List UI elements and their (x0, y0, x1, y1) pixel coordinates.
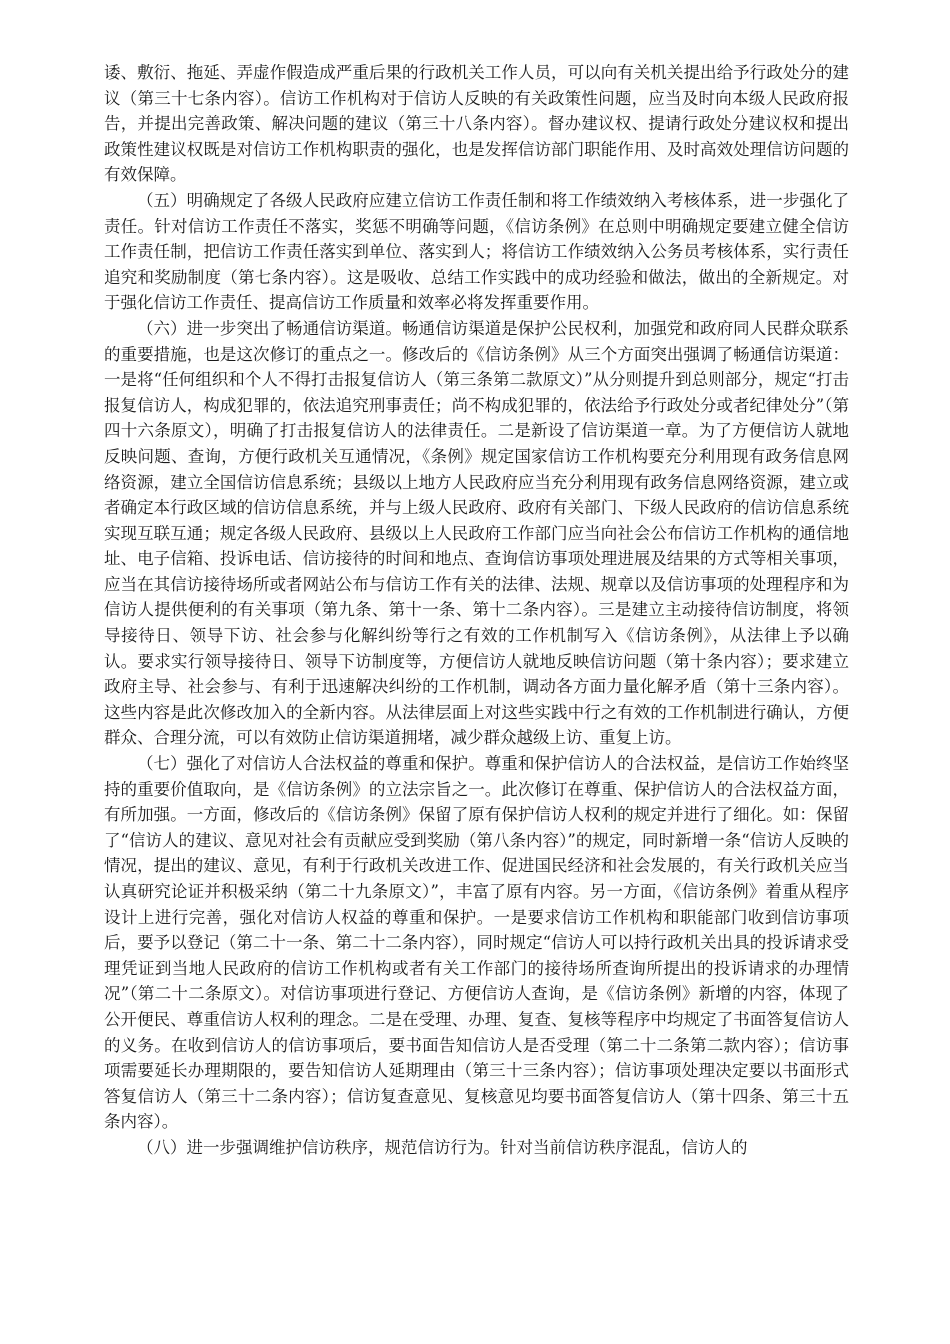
paragraph-section-5: （五）明确规定了各级人民政府应建立信访工作责任制和将工作绩效纳入考核体系，进一步强化了责任。针对信访工作责任不落实，奖惩不明确等问题，《信访条例》在总则中明确规定要建立健全信访工作责任制，把信访工作责任落实到单位、落实到人；将信访工作绩效纳入公务员考核体系，实行责任追究和奖励制度（第七条内容）。这是吸收、总结工作实践中的成功经验和做法，做出的全新规定。对于强化信访工作责任、提高信访工作质量和效率必将发挥重要作用。 (104, 190, 849, 313)
paragraph-section-7: （七）强化了对信访人合法权益的尊重和保护。尊重和保护信访人的合法权益，是信访工作始终坚持的重要价值取向，是《信访条例》的立法宗旨之一。此次修订在尊重、保护信访人的合法权益方面，有所加强。一方面，修改后的《信访条例》保留了原有保护信访人权利的规定并进行了细化。如：保留了“信访人的建议、意见对社会有贡献应受到奖励（第八条内容）”的规定，同时新增一条“信访人反映的情况，提出的建议、意见，有利于行政机关改进工作、促进国民经济和社会发展的，有关行政机关应当认真研究论证并积极采纳（第二十九条原文）”，丰富了原有内容。另一方面，《信访条例》着重从程序设计上进行完善，强化对信访人权益的尊重和保护。一是要求信访工作机构和职能部门收到信访事项后，要予以登记（第二十一条、第二十二条内容），同时规定“信访人可以持行政机关出具的投诉请求受理凭证到当地人民政府的信访工作机构或者有关工作部门的接待场所查询所提出的投诉请求的办理情况”（第二十二条原文）。对信访事项进行登记、方便信访人查询，是《信访条例》新增的内容，体现了公开便民、尊重信访人权利的理念。二是在受理、办理、复查、复核等程序中均规定了书面答复信访人的义务。在收到信访人的信访事项后，要书面告知信访人是否受理（第二十二条第二款内容）；信访事项需要延长办理期限的，要告知信访人延期理由（第三十三条内容）；信访事项处理决定要以书面形式答复信访人（第三十二条内容）；信访复查意见、复核意见均要书面答复信访人（第十四条、第三十五条内容）。 (104, 754, 849, 1132)
paragraph-continuation: 诿、敷衍、拖延、弄虚作假造成严重后果的行政机关工作人员，可以向有关机关提出给予行政处分的建议（第三十七条内容）。信访工作机构对于信访人反映的有关政策性问题，应当及时向本级人民政府报告，并提出完善政策、解决问题的建议（第三十八条内容）。督办建议权、提请行政处分建议权和提出政策性建议权既是对信访工作机构职责的强化，也是发挥信访部门职能作用、及时高效处理信访问题的有效保障。 (104, 63, 849, 185)
document-page (104, 60, 849, 1161)
paragraph-section-8: （八）进一步强调维护信访秩序，规范信访行为。针对当前信访秩序混乱，信访人的 (137, 1137, 748, 1157)
paragraph-section-6: （六）进一步突出了畅通信访渠道。畅通信访渠道是保护公民权利，加强党和政府同人民群众联系的重要措施，也是这次修订的重点之一。修改后的《信访条例》从三个方面突出强调了畅通信访渠道：一是将“任何组织和个人不得打击报复信访人（第三条第二款原文）”从分则提升到总则部分，规定“打击报复信访人，构成犯罪的，依法追究刑事责任；尚不构成犯罪的，依法给予行政处分或者纪律处分”（第四十六条原文），明确了打击报复信访人的法律责任。二是新设了信访渠道一章。为了方便信访人就地反映问题、查询，方便行政机关互通情况，《条例》规定国家信访工作机构要充分利用现有政务信息网络资源，建立全国信访信息系统；县级以上地方人民政府应当充分利用现有政务信息网络资源，建立或者确定本行政区域的信访信息系统，并与上级人民政府、政府有关部门、下级人民政府的信访信息系统实现互联互通；规定各级人民政府、县级以上人民政府工作部门应当向社会公布信访工作机构的通信地址、电子信箱、投诉电话、信访接待的时间和地点、查询信访事项处理进展及结果的方式等相关事项，应当在其信访接待场所或者网站公布与信访工作有关的法律、法规、规章以及信访事项的处理程序和为信访人提供便利的有关事项（第九条、第十一条、第十二条内容）。三是建立主动接待信访制度，将领导接待日、领导下访、社会参与化解纠纷等行之有效的工作机制写入《信访条例》，从法律上予以确认。要求实行领导接待日、领导下访制度等，方便信访人就地反映信访问题（第十条内容）；要求建立政府主导、社会参与、有利于迅速解决纠纷的工作机制，调动各方面力量化解矛盾（第十三条内容）。这些内容是此次修改加入的全新内容。从法律层面上对这些实践中行之有效的工作机制进行确认，方便群众、合理分流，可以有效防止信访渠道拥堵，减少群众越级上访、重复上访。 (104, 318, 849, 748)
